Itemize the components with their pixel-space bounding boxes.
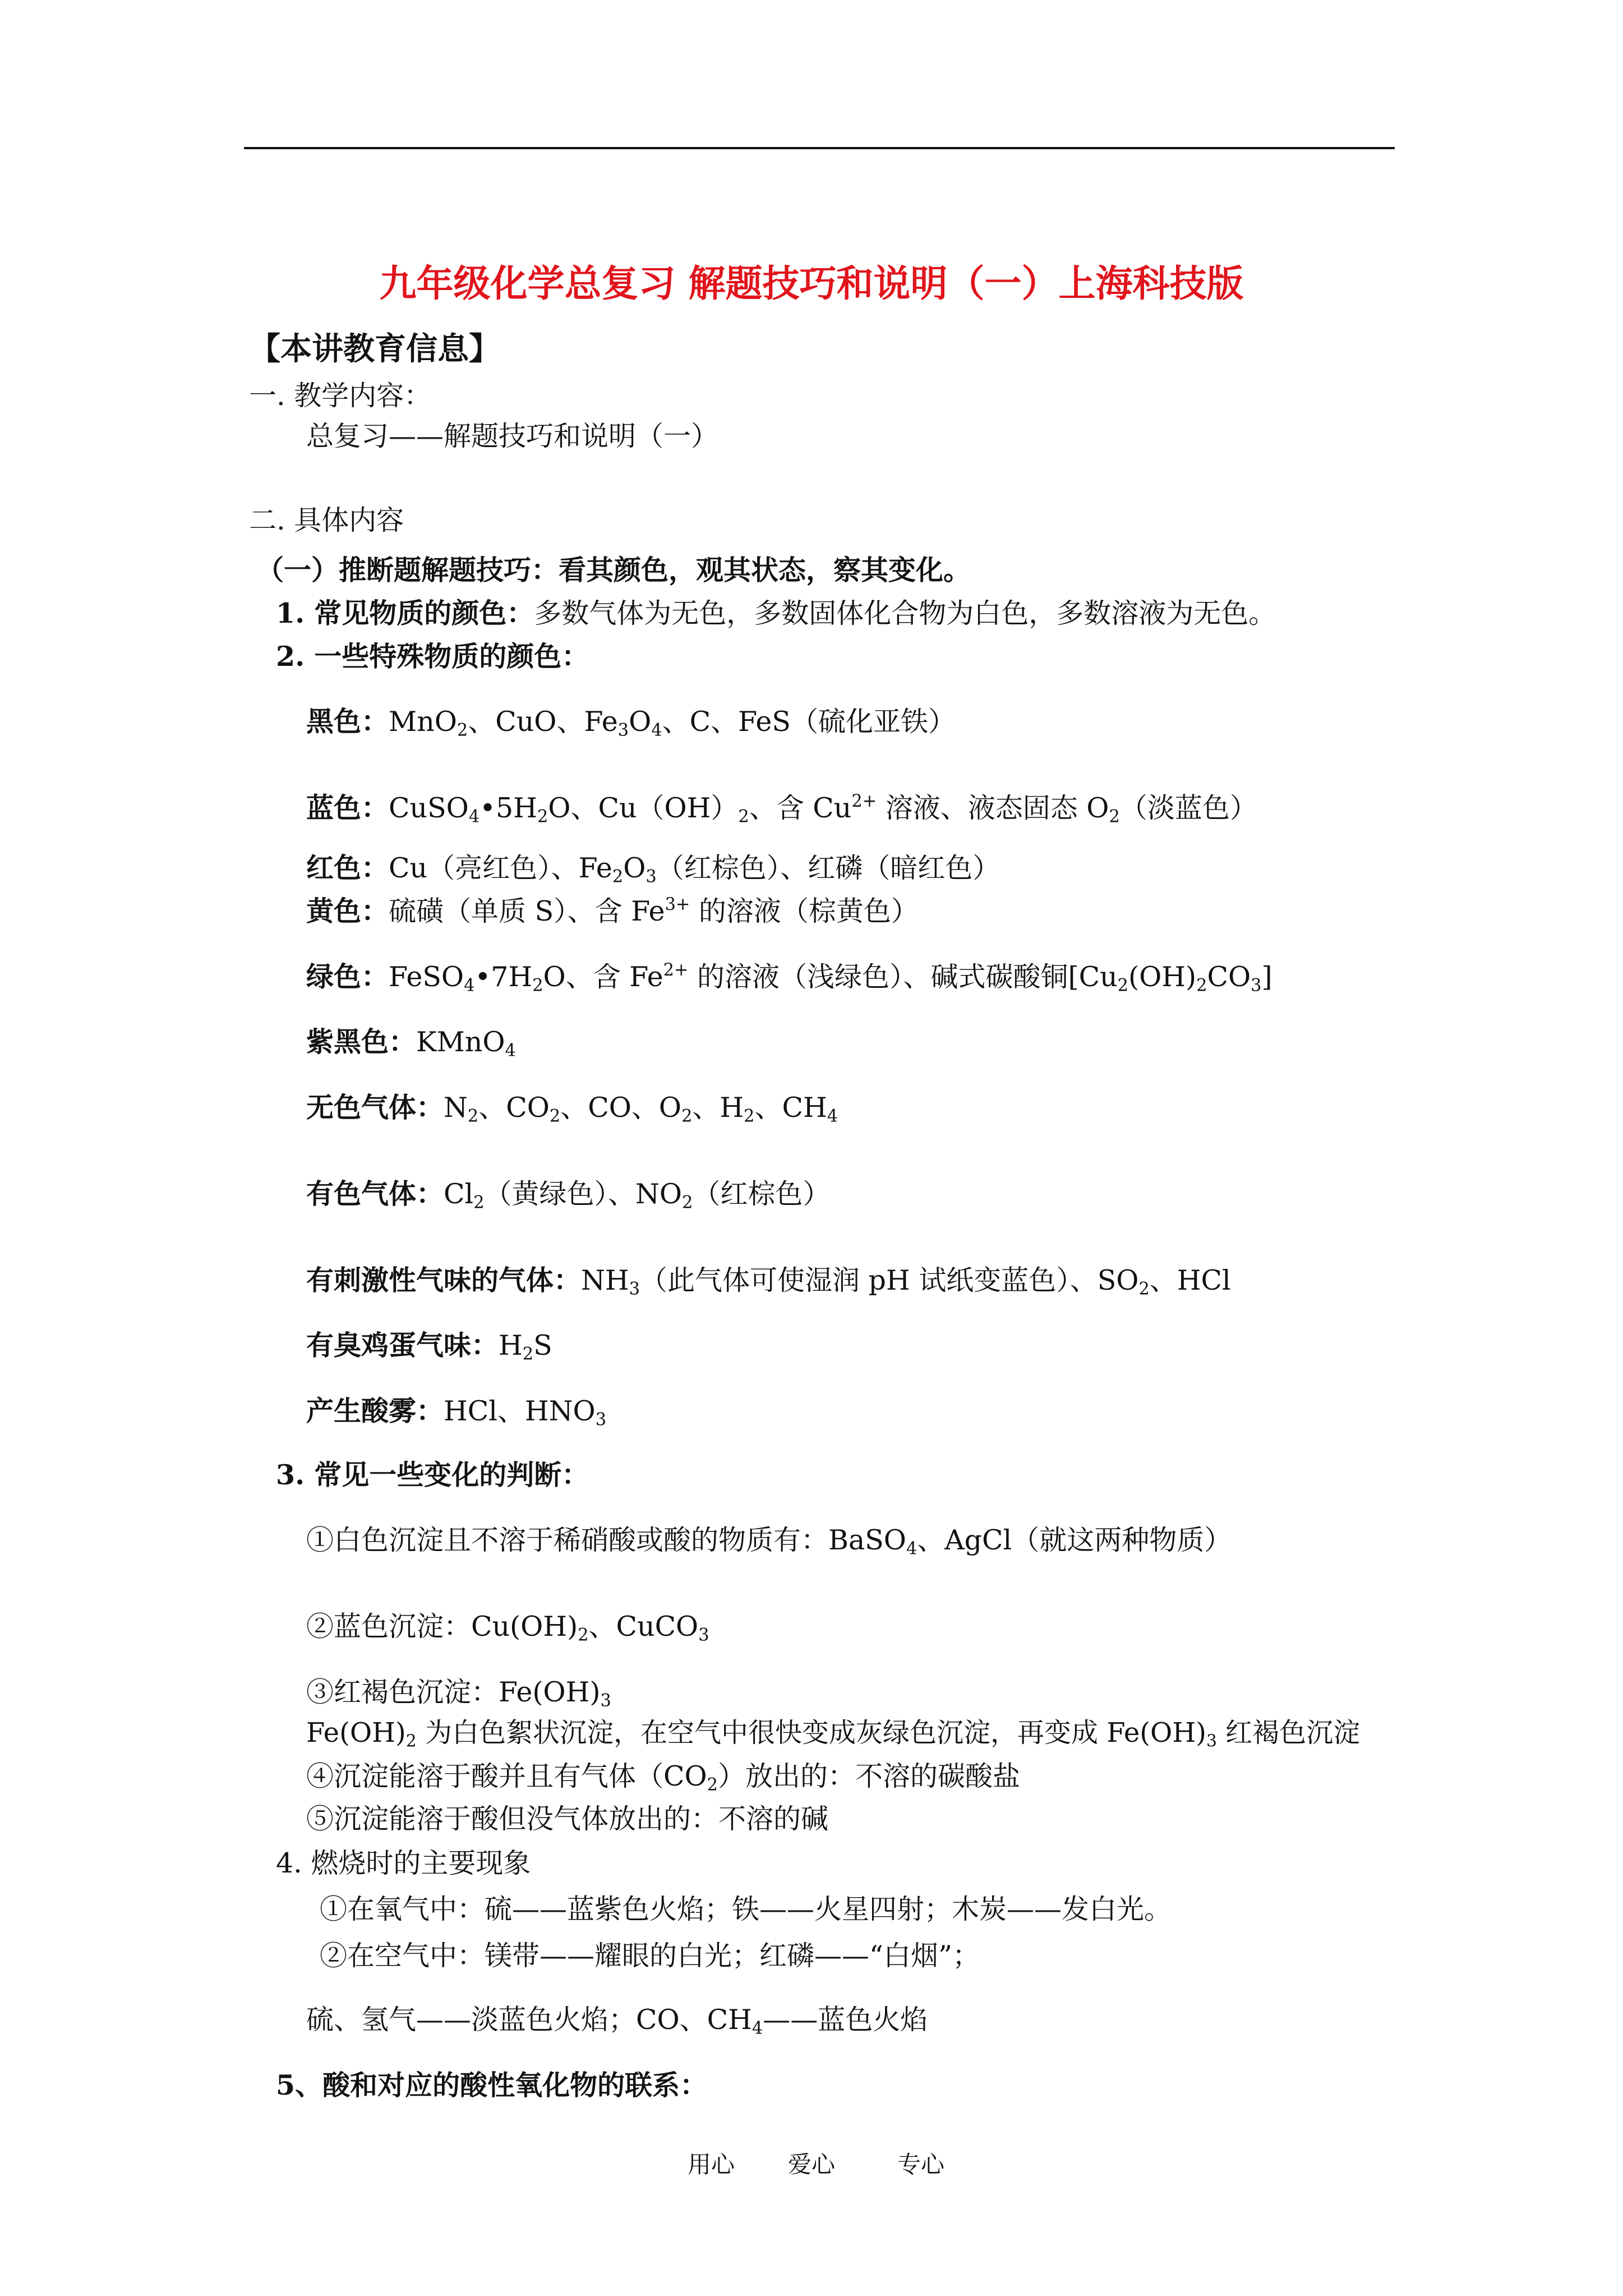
item1-label: 1. 常见物质的颜色： [276, 597, 534, 629]
change-3: ③红褐色沉淀：$Fe(OH)_3$ [306, 1676, 611, 1711]
change-4: ④沉淀能溶于酸并且有气体$(CO_2)$放出的：不溶的碳酸盐 [306, 1760, 1021, 1795]
header-rule [244, 147, 1395, 149]
rotten-egg-smell: 有臭鸡蛋气味：$H_2S$ [306, 1329, 552, 1364]
change-3-note: $Fe(OH)_2$ 为白色絮状沉淀，在空气中很快变成灰绿色沉淀，再变成 $Fe(OH)_3$ 红褐色沉淀 [306, 1717, 1361, 1751]
color-red: 红色：Cu（亮红色）、$Fe_2O_3$（红棕色）、红磷（暗红色） [306, 852, 1000, 887]
footer-text-1: 用心 [688, 2151, 735, 2178]
part2-subheading: （一）推断题解题技巧：看其颜色，观其状态，察其变化。 [256, 554, 971, 586]
colored-gas: 有色气体：$Cl_2$（黄绿色）、$NO_2$（红棕色） [306, 1177, 831, 1213]
section-heading: 【本讲教育信息】 [249, 330, 500, 367]
part2-heading: 二. 具体内容 [249, 504, 404, 536]
color-purple-black: 紫黑色：KMnO$_4$ [306, 1025, 516, 1061]
color-yellow: 黄色：硫磺（单质 S）、含 $Fe^{3+}$ 的溶液（棕黄色） [306, 895, 919, 927]
color-label: 产生酸雾： [306, 1395, 444, 1427]
combustion-oxygen: ①在氧气中：硫——蓝紫色火焰；铁——火星四射；木炭——发白光。 [320, 1893, 1172, 1925]
color-label: 黄色： [306, 895, 389, 927]
color-blue: 蓝色：$CuSO_4•5H_2O$、$Cu(OH)_2$、含 $Cu^{2+}$ 溶液、液态固态 $O_2$（淡蓝色） [306, 792, 1257, 827]
part1-heading: 一. 教学内容： [249, 380, 432, 412]
color-label: 有刺激性气味的气体： [306, 1264, 582, 1296]
item4-label: 4. 燃烧时的主要现象 [276, 1847, 531, 1879]
footer-text-3: 专心 [897, 2151, 945, 2178]
change-1: ①白色沉淀且不溶于稀硝酸或酸的物质有：BaSO$_4$、AgCl（就这两种物质） [306, 1524, 1232, 1559]
color-label: 红色： [306, 852, 389, 884]
footer-text-2: 爱心 [788, 2151, 836, 2178]
item3-label: 3. 常见一些变化的判断： [276, 1458, 589, 1491]
change-5: ⑤沉淀能溶于酸但没气体放出的：不溶的碱 [306, 1803, 829, 1835]
color-label: 黑色： [306, 705, 389, 738]
item1-text: 多数气体为无色，多数固体化合物为白色，多数溶液为无色。 [534, 597, 1276, 629]
colorless-gas: 无色气体：$N_2$、$CO_2$、CO、$O_2$、$H_2$、$CH_4$ [306, 1091, 838, 1126]
item5-label: 5、酸和对应的酸性氧化物的联系： [276, 2069, 708, 2101]
color-label: 有臭鸡蛋气味： [306, 1329, 499, 1361]
part1-content: 总复习——解题技巧和说明（一） [306, 420, 719, 452]
color-label: 紫黑色： [306, 1025, 417, 1058]
page-title: 九年级化学总复习 解题技巧和说明（一）上海科技版 [379, 261, 1244, 305]
combustion-flames: 硫、氢气——淡蓝色火焰；CO、$CH_4——$蓝色火焰 [306, 2004, 928, 2039]
color-label: 有色气体： [306, 1177, 444, 1210]
color-black: 黑色：MnO$_2$、CuO、$Fe_3O_4$、C、FeS（硫化亚铁） [306, 705, 956, 740]
color-label: 绿色： [306, 960, 389, 993]
color-label: 蓝色： [306, 792, 389, 824]
item1 [276, 597, 1276, 629]
combustion-air: ②在空气中：镁带——耀眼的白光；红磷——“白烟”； [320, 1940, 980, 1972]
irritating-gas: 有刺激性气味的气体：$NH_3$（此气体可使湿润 pH 试纸变蓝色）、$SO_2$、HCl [306, 1264, 1231, 1299]
acid-mist: 产生酸雾：HCl、$HNO_3$ [306, 1395, 607, 1430]
change-2: ②蓝色沉淀：$Cu(OH)_2$、CuCO$_3$ [306, 1611, 709, 1645]
color-green: 绿色：$FeSO_4•7H_2O$、含 $Fe^{2+}$ 的溶液（浅绿色）、碱式碳酸铜$[Cu_2(OH)_2CO_3]$ [306, 960, 1272, 996]
color-label: 无色气体： [306, 1091, 444, 1124]
item2-label: 2. 一些特殊物质的颜色： [276, 640, 589, 673]
